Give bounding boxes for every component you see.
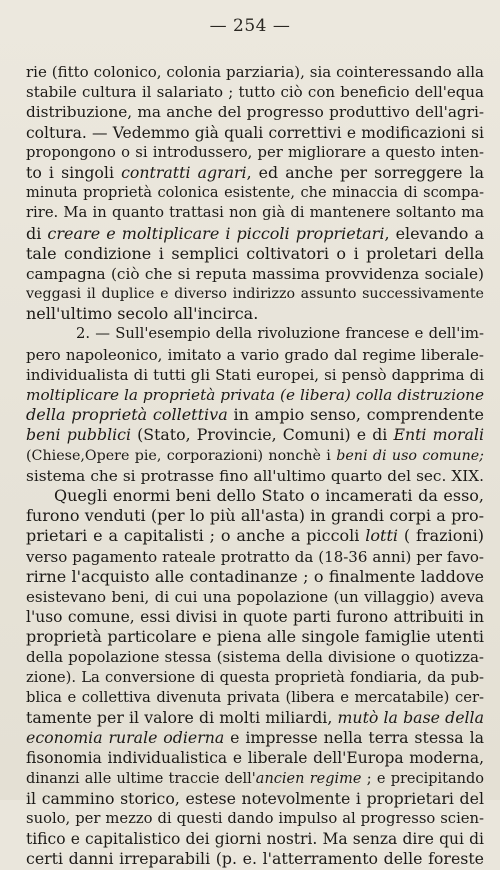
- text-line: [26, 324, 484, 344]
- text-segment: coltura. — Vedemmo già quali correttivi e modificazioni si: [26, 123, 484, 142]
- text-segment: minuta proprietà colonica esistente, che minaccia di scompa-: [26, 185, 484, 202]
- text-line: [26, 143, 484, 163]
- body-text: [26, 62, 484, 870]
- text-line: [26, 264, 484, 284]
- text-segment: veggasi il duplice e diverso indirizzo assunto successivamente: [26, 286, 484, 303]
- text-segment: , ed anche per sorreggere la: [246, 162, 484, 182]
- text-line: [26, 405, 484, 425]
- text-line: [26, 849, 484, 869]
- text-segment: distribuzione, ma anche del progresso produttivo dell'agri-: [26, 103, 484, 122]
- text-line: [26, 607, 484, 627]
- text-line: [26, 163, 484, 183]
- text-line: [26, 304, 484, 324]
- text-segment: sistema che si protrasse fino all'ultimo quarto del sec. XIX.: [26, 466, 484, 485]
- text-line: [26, 728, 484, 748]
- text-line: [26, 62, 484, 82]
- text-segment: campagna (ciò che si reputa massima provvidenza sociale): [26, 264, 484, 283]
- text-segment: ; e precipitando: [361, 770, 484, 787]
- text-segment: dinanzi alle ultime traccie dell': [26, 770, 256, 787]
- italic-text: Enti morali: [393, 425, 484, 445]
- text-line: [26, 748, 484, 768]
- text-segment: Quegli enormi beni dello Stato o incamerati da esso,: [54, 485, 484, 505]
- text-segment: l'uso comune, essi divisi in quote parti furono attribuiti in: [26, 608, 484, 627]
- text-line: [26, 345, 484, 365]
- text-segment: suolo, per mezzo di questi dando impulso al progresso scien-: [26, 809, 484, 827]
- text-segment: to i singoli: [26, 162, 122, 182]
- text-line: [26, 708, 484, 728]
- text-segment: propongono o si introdussero, per migliorare a questo inten-: [26, 143, 484, 161]
- text-segment: prietari e a capitalisti ; o anche a piccoli: [26, 526, 366, 546]
- italic-text: beni pubblici: [26, 425, 132, 445]
- text-line: [26, 203, 484, 223]
- text-line: [26, 688, 484, 708]
- text-segment: fisonomia individualistica e liberale dell'Europa moderna,: [26, 749, 484, 768]
- text-segment: 2. — Sull'esempio della rivoluzione francese e dell'im-: [76, 325, 484, 343]
- text-line: [26, 183, 484, 203]
- text-segment: e impresse nella terra stessa la: [224, 728, 484, 748]
- text-line: [26, 284, 484, 304]
- italic-text: mutò la base della: [337, 708, 484, 727]
- text-segment: rie (fitto colonico, colonia parziaria), sia cointeressando alla: [26, 63, 484, 81]
- text-line: [26, 567, 484, 587]
- text-line: [26, 466, 484, 486]
- text-line: [26, 526, 484, 546]
- text-segment: il cammino storico, estese notevolmente i proprietari del: [26, 788, 484, 808]
- italic-text: economia rurale odierna: [26, 728, 225, 748]
- text-line: [26, 668, 484, 688]
- text-line: [26, 587, 484, 607]
- text-segment: furono venduti (per lo più all'asta) in grandi corpi a pro-: [26, 506, 484, 526]
- text-line: [26, 244, 484, 264]
- text-segment: stabile cultura il salariato ; tutto ciò con beneficio dell'equa: [26, 83, 484, 102]
- text-line: [26, 486, 484, 506]
- text-line: [26, 425, 484, 445]
- text-segment: blica e collettiva divenuta privata (libera e mercatabile) cer-: [26, 688, 484, 706]
- text-segment: tale condizione i semplici coltivatori o i proletari della: [26, 243, 484, 263]
- italic-text: beni di uso comune;: [336, 447, 484, 464]
- text-segment: zione). La conversione di questa proprietà fondiaria, da pub-: [26, 668, 484, 686]
- text-line: [26, 102, 484, 122]
- text-line: [26, 789, 484, 809]
- text-segment: esistevano beni, di cui una popolazione (un villaggio) aveva: [26, 587, 484, 606]
- italic-text: ancien regime: [255, 770, 362, 787]
- text-segment: proprietà particolare e piena alle singole famiglie utenti: [26, 627, 484, 647]
- text-segment: verso pagamento rateale protratto da (18-36 anni) per favo-: [26, 547, 484, 566]
- text-segment: nell'ultimo secolo all'incirca.: [26, 304, 259, 324]
- italic-text: della proprietà collettiva: [26, 405, 228, 425]
- text-segment: certi danni irreparabili (p. e. l'atterramento delle foreste: [26, 849, 484, 869]
- text-line: [26, 506, 484, 526]
- text-line: [26, 769, 484, 789]
- page-number: — 254 —: [209, 16, 291, 36]
- text-line: [26, 627, 484, 647]
- text-segment: tamente per il valore di molti miliardi,: [26, 708, 338, 727]
- text-line: [26, 82, 484, 102]
- text-line: [26, 385, 484, 405]
- text-segment: rire. Ma in quanto trattasi non già di mantenere soltanto ma: [26, 204, 484, 222]
- text-segment: (Stato, Provincie, Comuni) e di: [131, 425, 394, 445]
- text-segment: , elevando a: [384, 223, 484, 243]
- italic-text: contratti agrari: [121, 162, 247, 182]
- text-segment: pero napoleonico, imitato a vario grado dal regime liberale-: [26, 345, 484, 364]
- text-segment: in ampio senso, comprendente: [227, 405, 484, 425]
- text-segment: (Chiese,Opere pie, corporazioni) nonchè i: [26, 447, 337, 464]
- text-line: [26, 809, 484, 829]
- text-line: [26, 365, 484, 385]
- text-line: [26, 446, 484, 466]
- text-line: [26, 123, 484, 143]
- text-line: [26, 829, 484, 849]
- italic-text: lotti: [365, 526, 399, 546]
- text-line: [26, 647, 484, 667]
- text-segment: ( frazioni): [398, 526, 484, 546]
- text-line: [26, 547, 484, 567]
- text-segment: tifico e capitalistico dei giorni nostri. Ma senza dire qui di: [26, 830, 484, 849]
- text-segment: della popolazione stessa (sistema della divisione o quotizza-: [26, 648, 484, 667]
- italic-text: creare e moltiplicare i piccoli proprietari: [47, 223, 385, 243]
- text-segment: rirne l'acquisto alle contadinanze ; o finalmente laddove: [26, 566, 484, 586]
- text-segment: di: [26, 223, 48, 243]
- text-segment: individualista di tutti gli Stati europei, si pensò dapprima di: [26, 365, 484, 384]
- italic-text: moltiplicare la proprietà privata (e libera) colla distruzione: [26, 386, 484, 404]
- text-line: [26, 224, 484, 244]
